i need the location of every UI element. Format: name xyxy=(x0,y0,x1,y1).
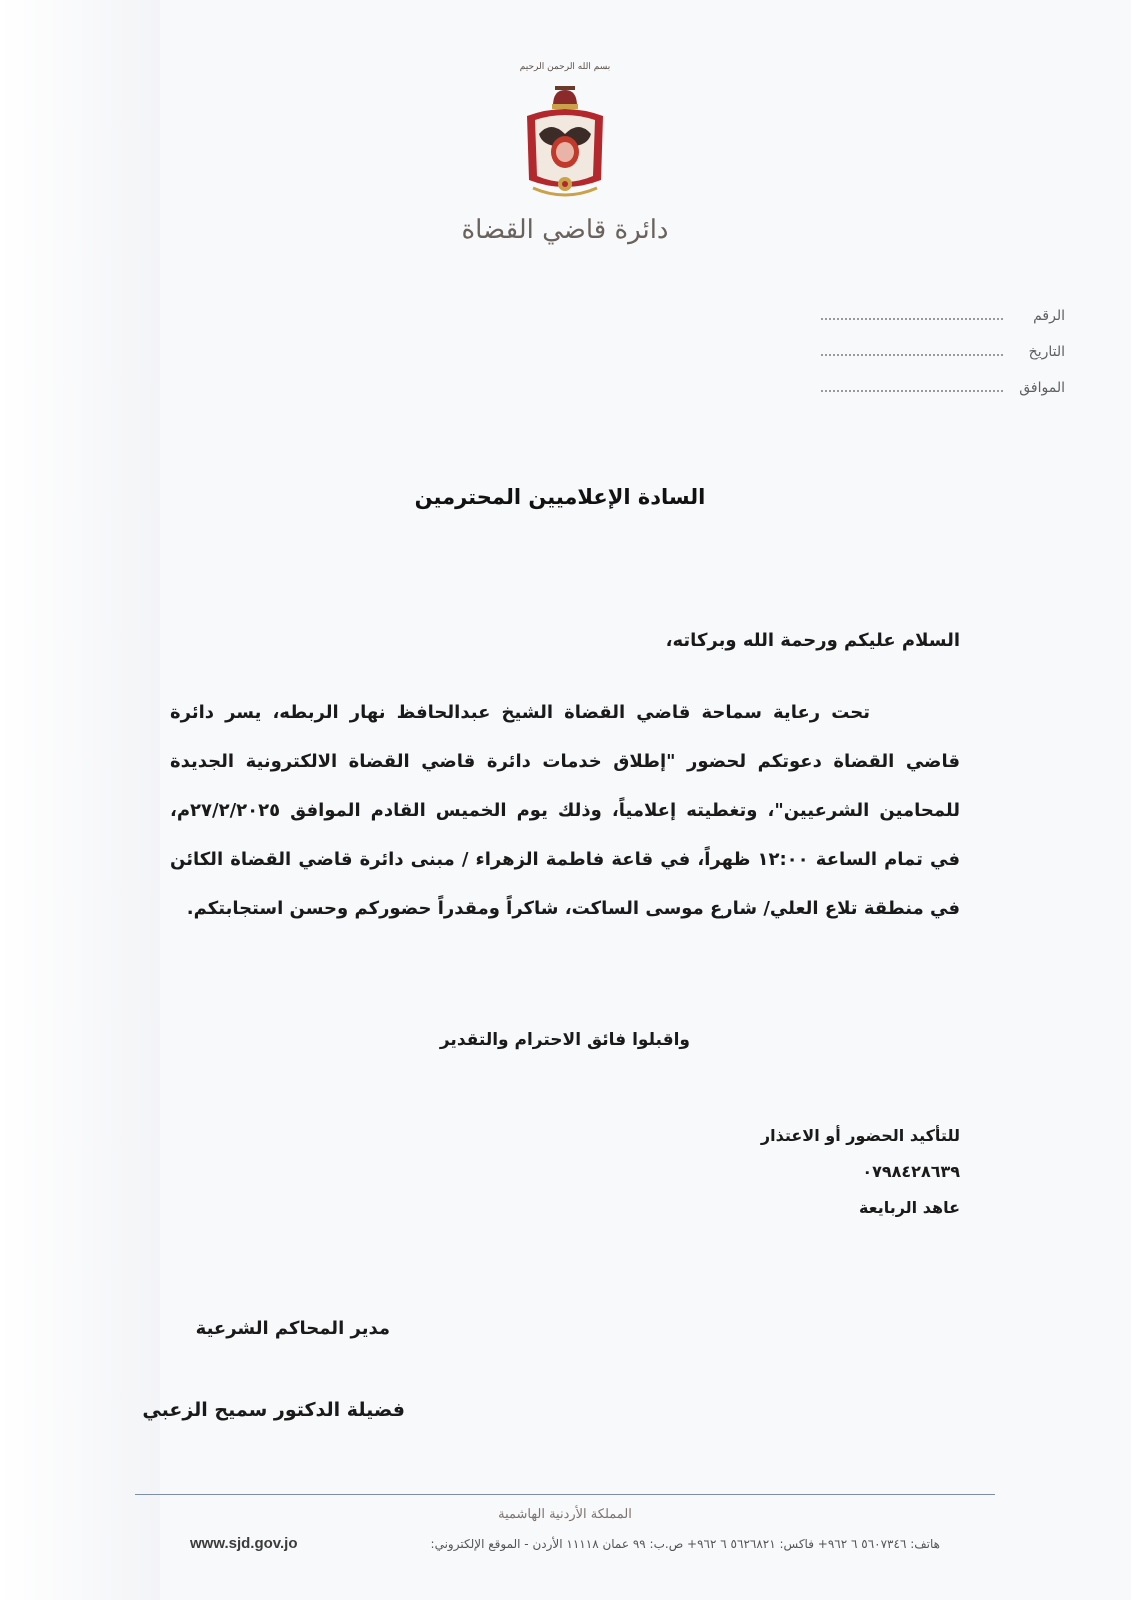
contact-label: للتأكيد الحضور أو الاعتذار xyxy=(760,1126,960,1145)
department-name: دائرة قاضي القضاة xyxy=(461,215,669,245)
letter-body: تحت رعاية سماحة قاضي القضاة الشيخ عبدالحافظ نهار الربطه، يسر دائرة قاضي القضاة دعوتكم لحضور "إطلاق خدمات دائرة قاضي القضاة الالكترونية الجديدة للمحامين الشرعيين"، وتغطيته إعلامياً، وذلك يوم الخميس القادم الموافق ٢٧/٢/٢٠٢٥م، في تمام الساعة ١٢:٠٠ ظهراً، في قاعة فاطمة الزهراء / مبنى دائرة قاضي القضاة الكائن في منطقة تلاع العلي/ شارع موسى الساكت، شاكراً ومقدراً حضوركم وحسن استجابتكم. xyxy=(170,702,960,919)
reference-corresponding-line xyxy=(821,390,1003,392)
footer-contact-line: هاتف: ٥٦٠٧٣٤٦ ٦ ٩٦٢+ فاكس: ٥٦٢٦٨٢١ ٦ ٩٦٢+ ص.ب: ٩٩ عمان ١١١١٨ الأردن - الموقع الإلكتروني: xyxy=(430,1536,940,1551)
basmala: بسم الله الرحمن الرحيم xyxy=(519,62,611,72)
reference-corresponding-row xyxy=(820,360,1065,396)
letter-addressee: السادة الإعلاميين المحترمين xyxy=(414,485,706,509)
footer-kingdom: المملكة الأردنية الهاشمية xyxy=(498,1507,632,1522)
reference-number-row xyxy=(820,288,1065,324)
footer-contact xyxy=(190,1535,940,1552)
contact-name: عاهد الربايعة xyxy=(858,1198,960,1217)
letter-closing: واقبلوا فائق الاحترام والتقدير xyxy=(439,1030,690,1050)
footer-website-link[interactable]: www.sjd.gov.jo xyxy=(190,1535,298,1552)
reference-corresponding-label: الموافق xyxy=(1019,380,1065,396)
letter-greeting: السلام عليكم ورحمة الله وبركاته، xyxy=(665,630,960,651)
reference-date-line xyxy=(821,354,1003,356)
footer-divider xyxy=(135,1494,995,1495)
contact-phone: ٠٧٩٨٤٢٨٦٣٩ xyxy=(862,1162,960,1181)
coat-of-arms-icon xyxy=(517,84,613,204)
reference-block xyxy=(820,288,1065,396)
reference-date-label: التاريخ xyxy=(1028,344,1065,360)
page-shade xyxy=(0,0,160,1600)
reference-number-line xyxy=(821,318,1003,320)
signer-name: فضيلة الدكتور سميح الزعبي xyxy=(142,1399,405,1421)
contact-block xyxy=(580,1118,960,1226)
reference-date-row xyxy=(820,324,1065,360)
signer-title: مدير المحاكم الشرعية xyxy=(195,1318,390,1339)
reference-number-label: الرقم xyxy=(1033,308,1065,324)
